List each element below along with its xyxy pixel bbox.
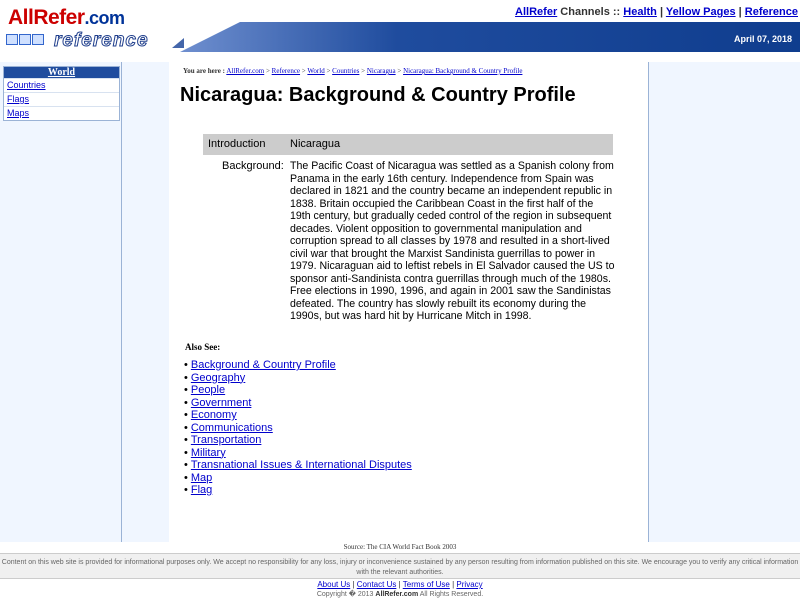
also-see-link-economy[interactable]: Economy [190,409,237,421]
list-item [184,434,412,447]
footer-links [0,580,800,589]
breadcrumb [183,67,522,75]
intro-header-row [203,134,613,155]
bullet-icon: • [184,484,188,496]
also-see-link-communications[interactable]: Communications [190,421,273,434]
breadcrumb-separator: > [361,67,366,75]
also-see-link-transportation[interactable]: Transportation [190,434,262,446]
background-label: Background: [222,160,284,172]
also-see-link-geography[interactable]: Geography [190,371,246,384]
list-item [184,359,412,372]
intro-value: Nicaragua [290,138,341,150]
bullet-icon: • [184,446,188,459]
copyright-suffix: All Rights Reserved. [419,591,484,598]
footer-link-about-us[interactable]: About Us [317,580,351,589]
breadcrumb-item-reference[interactable]: Reference [271,67,301,75]
list-item [184,422,412,435]
footer-link-terms-of-use[interactable]: Terms of Use [402,580,450,589]
breadcrumb-item-world[interactable]: World [307,67,325,75]
also-see-link-flag[interactable]: Flag [190,484,213,496]
breadcrumb-item-allrefer[interactable]: AllRefer.com [226,67,265,75]
channels-label: Channels :: [560,6,621,18]
world-nav-box [3,66,120,121]
bullet-icon: • [184,421,188,434]
world-nav-heading[interactable]: World [4,67,119,78]
also-see-list [184,359,412,497]
bullet-icon: • [184,359,188,371]
site-logo[interactable] [4,4,184,50]
footer-separator: | [452,580,455,589]
channels-bar [515,6,798,18]
logo-triangle-icon [172,38,184,48]
breadcrumb-separator: > [265,67,270,75]
also-see-link-people[interactable]: People [190,384,226,396]
breadcrumb-separator: > [397,67,402,75]
list-item [184,459,412,472]
footer-separator: | [398,580,401,589]
background-text: The Pacific Coast of Nicaragua was settled as a Spanish colony from Panama in the early 16th century. Independence from Spain was declared in 1821 and the country became an independent republic in 1838. Britain occupied the Caribbean Coast in the first half of the 19th century, but gradually ceded control of the region in subsequent decades. Violent opposition to governmental manipulation and corruption spread to all classes by 1978 and resulted in a short-lived civil war that brought the Marxist Sandinista guerrillas to power in 1979. Nicaraguan aid to leftist rebels in El Salvador caused the US to sponsor anti-Sandinista contra guerrillas through much of the 1980s. Free elections in 1990, 1996, and again in 2001 saw the Sandinistas defeated. The country has slowly rebuilt its economy during the 1990s, but was hard hit by Hurricane Mitch in 1998. [290,160,615,322]
list-item [184,384,412,397]
bullet-icon: • [184,434,188,446]
bullet-icon: • [184,459,188,471]
bullet-icon: • [184,384,188,396]
also-see-heading: Also See: [185,342,221,352]
channel-separator: | [738,6,742,18]
copyright-brand: AllRefer.com [375,591,419,598]
footer-separator: | [352,580,355,589]
also-see-link-background[interactable]: Background & Country Profile [190,359,336,371]
bullet-icon: • [184,371,188,384]
site-header [0,0,800,52]
also-see-link-map[interactable]: Map [190,471,213,484]
disclaimer-text: Content on this web site is provided for informational purposes only. We accept no responsibility for any loss, injury or inconvenience sustained by any person resulting from information published on this site. We encourage you to verify any critical information with the relevant authorities. [0,553,800,579]
channel-separator: | [659,6,664,18]
channel-link-health[interactable]: Health [623,6,657,18]
copyright [0,590,800,598]
breadcrumb-item-nicaragua[interactable]: Nicaragua [366,67,396,75]
header-date: April 07, 2018 [733,34,792,44]
bullet-icon: • [184,471,188,484]
breadcrumb-item-current[interactable]: Nicaragua: Background & Country Profile [403,67,523,75]
list-item [184,447,412,460]
breadcrumb-separator: > [301,67,306,75]
channel-link-yellow-pages[interactable]: Yellow Pages [665,6,736,18]
list-item [184,484,412,497]
main-content [169,62,648,542]
sidebar-item-countries[interactable]: Countries [7,80,46,90]
channel-link-reference[interactable]: Reference [744,6,798,18]
bullet-icon: • [184,396,188,409]
list-item [184,472,412,485]
sidebar-item-maps[interactable]: Maps [7,108,30,118]
list-item [184,372,412,385]
also-see-link-transnational-issues[interactable]: Transnational Issues & International Disputes [190,459,412,471]
page-title: Nicaragua: Background & Country Profile [180,84,576,106]
bullet-icon: • [184,409,188,421]
right-sidebar [648,62,800,542]
list-item [184,397,412,410]
logo-brand-suffix: .com [84,8,125,28]
breadcrumb-prefix: You are here : [183,67,225,75]
breadcrumb-item-countries[interactable]: Countries [332,67,360,75]
logo-reference-text: reference [54,30,149,51]
footer-link-privacy[interactable]: Privacy [456,580,483,589]
intro-label: Introduction [208,138,266,150]
source-note: Source: The CIA World Fact Book 2003 [0,543,800,553]
channels-brand-link[interactable]: AllRefer [515,6,558,18]
also-see-link-government[interactable]: Government [190,396,252,409]
copyright-prefix: Copyright � 2013 [316,591,374,598]
left-gutter [122,62,169,542]
logo-squares-icon [6,32,45,50]
breadcrumb-separator: > [326,67,331,75]
sidebar-item-flags[interactable]: Flags [7,94,30,104]
footer-link-contact-us[interactable]: Contact Us [356,580,397,589]
header-band [180,22,800,52]
also-see-link-military[interactable]: Military [190,446,226,459]
left-sidebar [0,62,122,542]
logo-brand-name: AllRefer [8,6,85,29]
list-item [184,409,412,422]
